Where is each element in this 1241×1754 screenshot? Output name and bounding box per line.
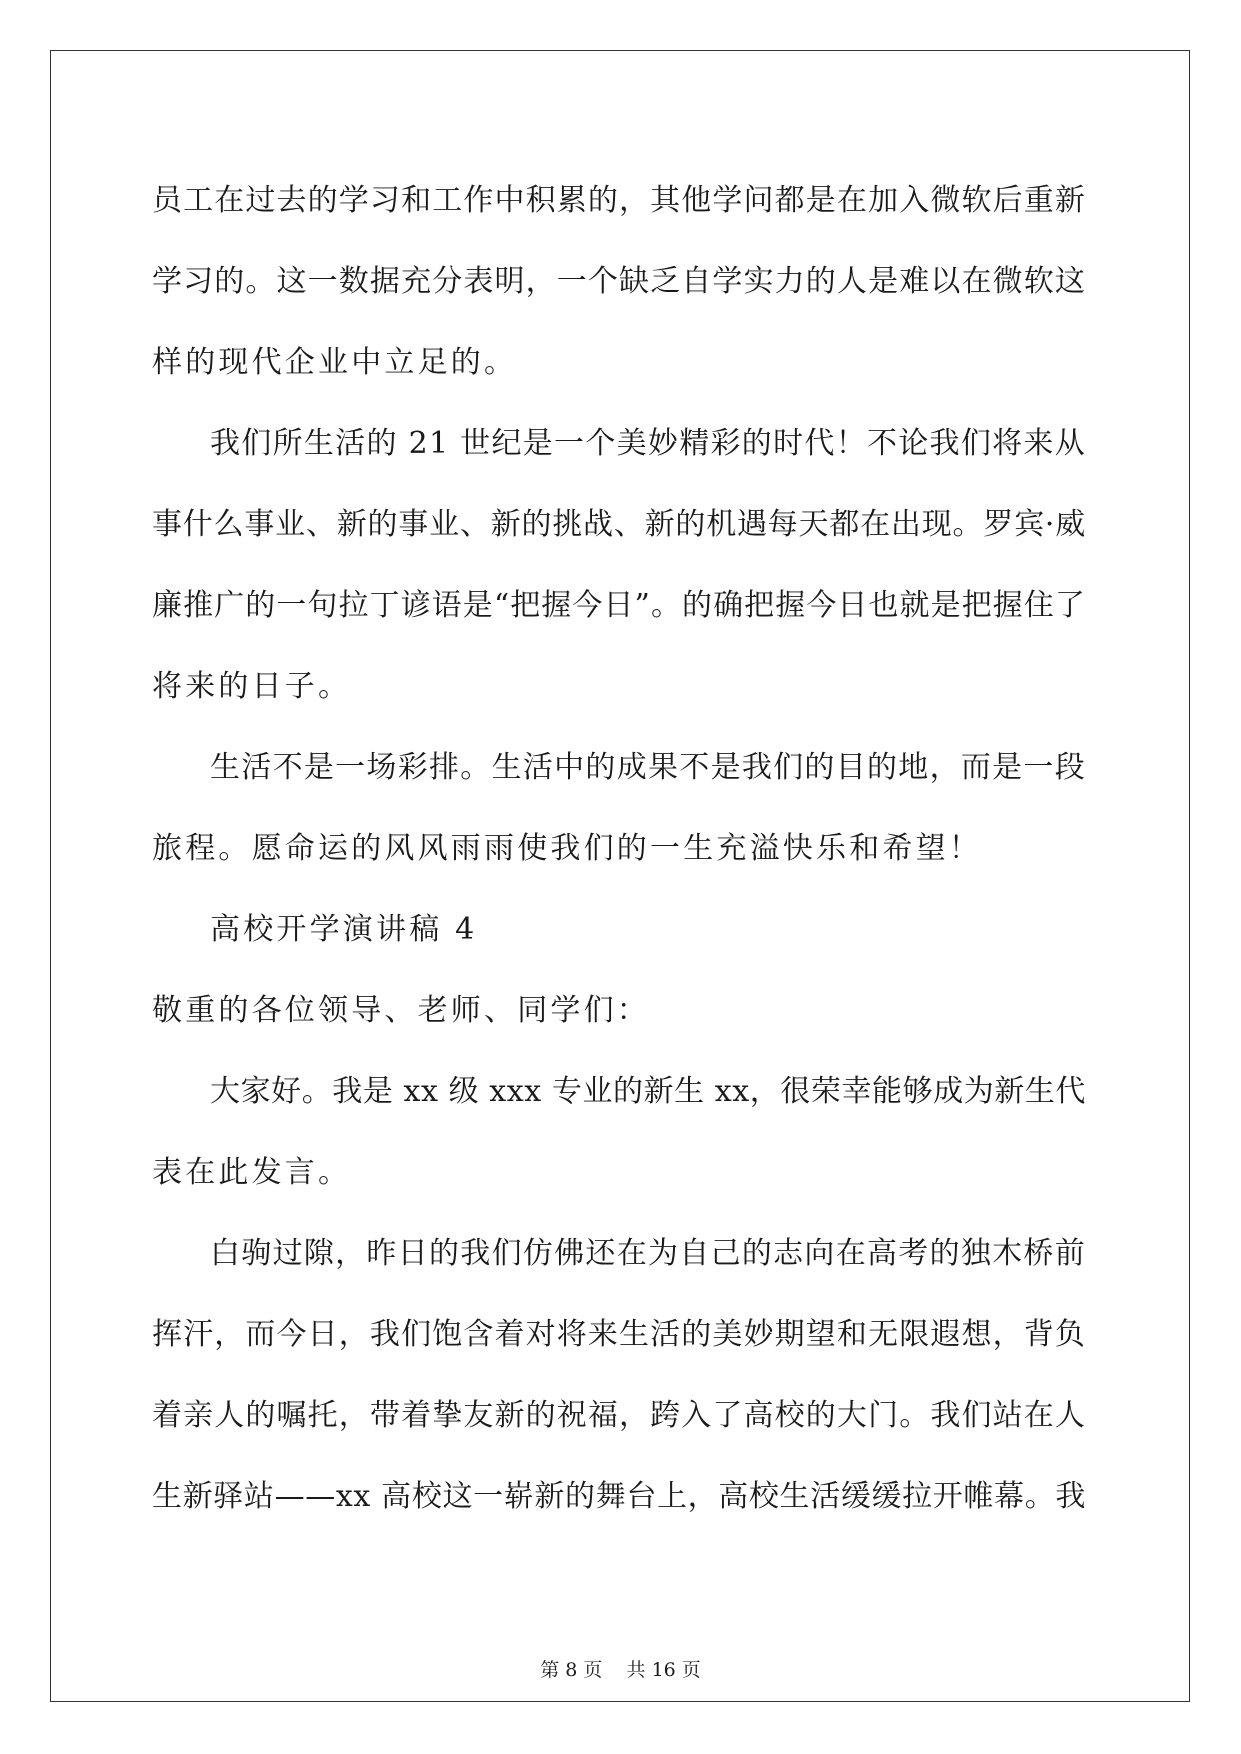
page-total: 共 16 页 — [626, 1659, 701, 1681]
text-line: 大家好。我是 xx 级 xxx 专业的新生 xx，很荣幸能够成为新生代 — [210, 1074, 1086, 1109]
text-line: 我们所生活的 21 世纪是一个美妙精彩的时代！不论我们将来从 — [210, 426, 1086, 461]
paragraph — [152, 1051, 1086, 1213]
text-line: 旅程。愿命运的风风雨雨使我们的一生充溢快乐和希望！ — [152, 831, 982, 866]
text-line: 员工在过去的学习和工作中积累的，其他学问都是在加入微软后重新 — [152, 183, 1086, 218]
text-line: 样的现代企业中立足的。 — [152, 345, 518, 380]
text-line: 将来的日子。 — [152, 669, 352, 704]
paragraph — [152, 1213, 1086, 1537]
text-line: 挥汗，而今日，我们饱含着对将来生活的美妙期望和无限遐想，背负 — [152, 1317, 1086, 1352]
paragraph — [152, 727, 1086, 889]
document-body — [152, 160, 1086, 1537]
text-line: 事什么事业、新的事业、新的挑战、新的机遇每天都在出现。罗宾·威 — [152, 507, 1086, 542]
page-number: 第 8 页 — [540, 1659, 603, 1681]
text-line: 着亲人的嘱托，带着挚友新的祝福，跨入了高校的大门。我们站在人 — [152, 1398, 1086, 1433]
text-line: 白驹过隙，昨日的我们仿佛还在为自己的志向在高考的独木桥前 — [210, 1236, 1086, 1271]
text-line: 敬重的各位领导、老师、同学们： — [152, 993, 650, 1028]
text-line: 生新驿站——xx 高校这一崭新的舞台上，高校生活缓缓拉开帷幕。我 — [152, 1479, 1086, 1514]
salutation — [152, 970, 1086, 1051]
page-footer — [0, 1658, 1241, 1682]
paragraph — [152, 403, 1086, 727]
paragraph — [152, 160, 1086, 403]
text-line: 学习的。这一数据充分表明，一个缺乏自学实力的人是难以在微软这 — [152, 264, 1086, 299]
text-line: 生活不是一场彩排。生活中的成果不是我们的目的地，而是一段 — [210, 750, 1086, 785]
text-line: 表在此发言。 — [152, 1155, 352, 1190]
text-line: 廉推广的一句拉丁谚语是“把握今日”。的确把握今日也就是把握住了 — [152, 588, 1086, 623]
section-heading — [152, 889, 1086, 970]
text-line: 高校开学演讲稿 4 — [210, 912, 478, 947]
